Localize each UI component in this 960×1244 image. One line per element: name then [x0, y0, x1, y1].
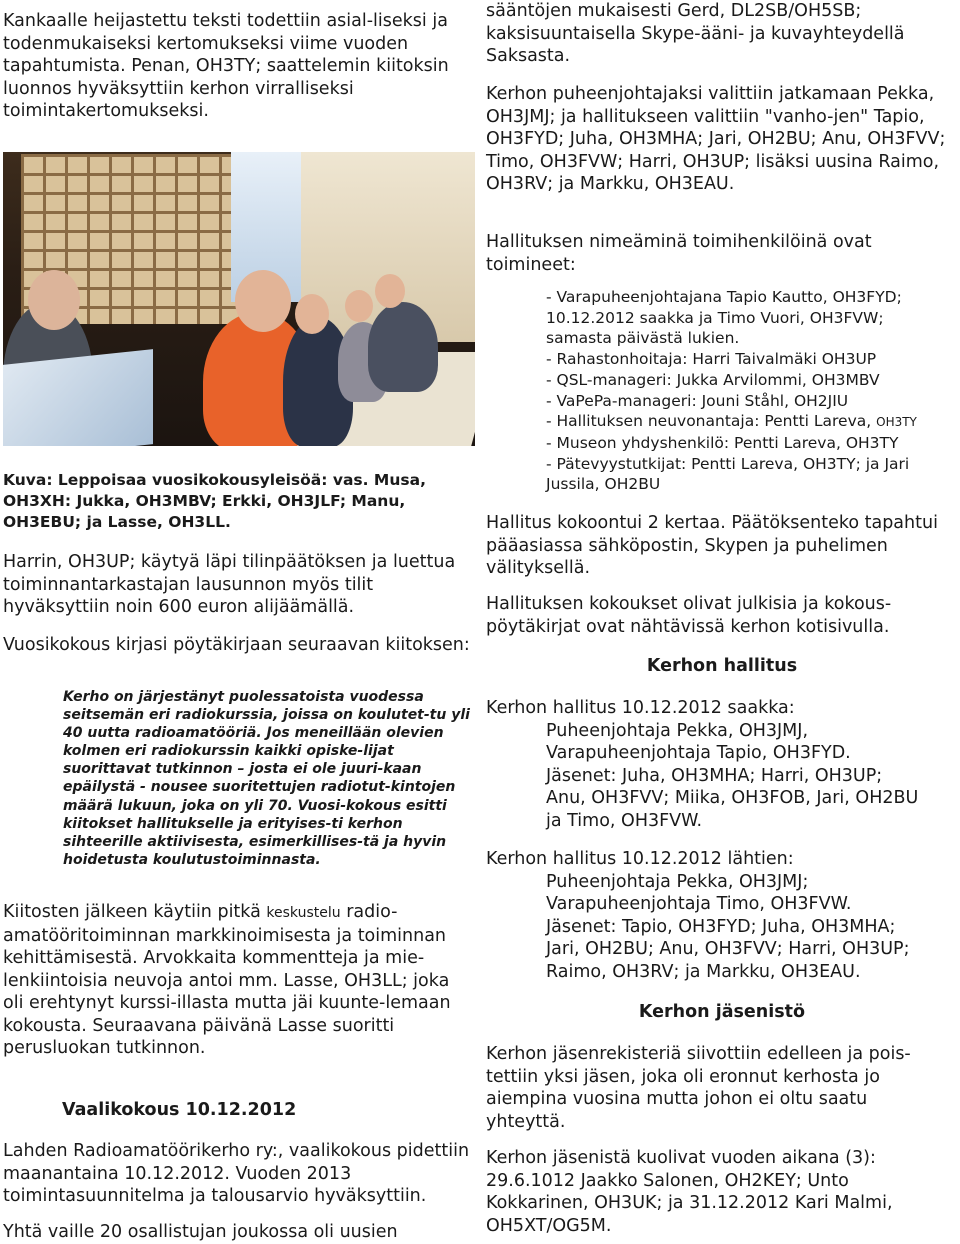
person-3-head [295, 294, 329, 334]
hallitus-lahtien-line: Varapuheenjohtaja Timo, OH3FVW. [546, 894, 852, 914]
person-1-head [28, 270, 80, 330]
officials-list [546, 287, 960, 495]
list-item-text: - Hallituksen neuvonantaja: Pentti Lareva, [546, 412, 877, 431]
hallitus-lahtien-line: Jäsenet: Tapio, OH3FYD; Juha, OH3MHA; [546, 916, 896, 937]
hallitus-lahtien-title: Kerhon hallitus 10.12.2012 lähtien: [486, 849, 794, 869]
list-item: Jussila, OH2BU [546, 475, 661, 494]
person-2-head [235, 270, 291, 332]
hallitus-lahtien-line: Jari, OH2BU; Anu, OH3FVV; Harri, OH3UP; [546, 939, 910, 959]
hallitus-saakka-block [486, 697, 958, 832]
hallitus-lahtien-block [486, 848, 958, 983]
vaalikokous-heading: Vaalikokous 10.12.2012 [62, 1100, 297, 1120]
hallitus-saakka-line: ja Timo, OH3FVW. [546, 810, 703, 831]
list-item: - QSL-manageri: Jukka Arvilommi, OH3MBV [546, 370, 880, 389]
list-item: - Pätevyystutkijat: Pentti Lareva, OH3TY; ja Jari [546, 454, 910, 473]
kiitos-text-a: Kiitosten jälkeen käytiin pitkä [3, 902, 267, 922]
kiitos-text-b: radio-amatööritoiminnan markkinoimisesta ja toiminnan kehittämisestä. Arvokkaita kommentteja ja mie-lenkiintoisia neuvoja antoi mm. Lasse, OH3LL; joka oli erehtynyt kurssi-illasta mutta jäi kuunte-lemaan kokousta. Seuraavana päivänä Lasse suoritti perusluokan tutkinnon. [3, 902, 451, 1058]
list-item: - Varapuheenjohtajana Tapio Kautto, OH3FYD; [546, 288, 902, 306]
hallitus-lahtien-line: Raimo, OH3RV; ja Markku, OH3EAU. [546, 961, 861, 982]
list-item: samasta päivästä lukien. [546, 329, 740, 348]
kuolivat-paragraph: Kerhon jäsenistä kuolivat vuoden aikana (3): 29.6.1012 Jaakko Salonen, OH2KEY; Unto Kokkarinen, OH3UK; ja 31.12.2012 Kari Malmi, OH5XT/OG5M. [486, 1148, 893, 1236]
person-5 [368, 302, 438, 392]
kiitos-small-word: keskustelu [266, 905, 341, 921]
hallitus-saakka-title: Kerhon hallitus 10.12.2012 saakka: [486, 698, 795, 718]
list-item-small: OH3TY [876, 415, 917, 430]
person-5-head [375, 274, 405, 308]
harri-paragraph: Harrin, OH3UP; käytyä läpi tilinpäätöksen ja luettua toiminnantarkastajan lausunnon myös tilit hyväksyttiin noin 600 euron alijäämällä. [3, 552, 456, 617]
hallitus-lahtien-line: Puheenjohtaja Pekka, OH3JMJ; [546, 871, 809, 892]
meeting-photo [3, 152, 475, 446]
list-item: - Museon yhdyshenkilö: Pentti Lareva, OH3TY [546, 433, 899, 452]
hallitus-saakka-line: Puheenjohtaja Pekka, OH3JMJ, [546, 720, 809, 741]
thanks-quote: Kerho on järjestänyt puolessatoista vuodessa seitsemän eri radiokurssia, joissa on koulutet-tu yli 40 uutta radioamatööriä. Jos meneillään olevien kolmen eri radiokurssin kaikki opiske-lijat suorittavat tutkinnon – josta ei ole juuri-kaan epäilystä - nousee suoritettujen radiotut-kintojen määrä lukuun, joka on yli 70. Vuosi-kokous esitti kiitokset hallitukselle ja erityises-ti kerhon sihteerille aktiivisesta, esimerkillises-tä ja hyvin hoidetusta koulutustoiminnasta. [63, 689, 470, 868]
list-item: 10.12.2012 saakka ja Timo Vuori, OH3FVW; [546, 308, 884, 327]
hallitus-saakka-line: Anu, OH3FVV; Miika, OH3FOB, Jari, OH2BU [546, 788, 919, 808]
gerd-paragraph: sääntöjen mukaisesti Gerd, DL2SB/OH5SB; kaksisuuntaisella Skype-ääni- ja kuvayhteydellä Saksasta. [486, 1, 905, 66]
list-item [546, 411, 960, 433]
kiitos-paragraph [3, 901, 475, 1060]
vuosikokous-paragraph: Vuosikokous kirjasi pöytäkirjaan seuraavan kiitoksen: [3, 635, 470, 655]
nimeamina-paragraph: Hallituksen nimeäminä toimihenkilöinä ovat toimineet: [486, 232, 872, 275]
kerhon-jasenisto-heading: Kerhon jäsenistö [638, 1002, 806, 1022]
puheenjohtaja-paragraph: Kerhon puheenjohtajaksi valittiin jatkamaan Pekka, OH3JMJ; ja hallitukseen valittiin "vanho-jen" Tapio, OH3FYD; Juha, OH3MHA; Jari, OH2BU; Anu, OH3FVV; Timo, OH3FVW; Harri, OH3UP; lisäksi uusina Raimo, OH3RV; ja Markku, OH3EAU. [486, 84, 946, 194]
list-item: - Rahastonhoitaja: Harri Taivalmäki OH3UP [546, 350, 877, 369]
hallitus-saakka-line: Jäsenet: Juha, OH3MHA; Harri, OH3UP; [546, 765, 883, 786]
hallitus-saakka-line: Varapuheenjohtaja Tapio, OH3FYD. [546, 743, 851, 763]
photo-caption: Kuva: Leppoisaa vuosikokousyleisöä: vas. Musa, OH3XH: Jukka, OH3MBV; Erkki, OH3JLF; Manu, OH3EBU; ja Lasse, OH3LL. [3, 471, 426, 531]
list-item: - VaPePa-manageri: Jouni Ståhl, OH2JIU [546, 391, 849, 410]
kerhon-hallitus-heading: Kerhon hallitus [646, 656, 798, 676]
kokoontui-paragraph: Hallitus kokoontui 2 kertaa. Päätöksenteko tapahtui pääasiassa sähköpostin, Skypen ja puhelimen välityksellä. [486, 513, 938, 578]
person-4-head [345, 290, 373, 322]
laptop-screen [3, 349, 153, 446]
julkisia-paragraph: Hallituksen kokoukset olivat julkisia ja kokous-pöytäkirjat ovat nähtävissä kerhon kotisivulla. [486, 594, 892, 637]
yhta-paragraph: Yhtä vaille 20 osallistujan joukossa oli uusien [3, 1222, 398, 1242]
jasenrekisteri-paragraph: Kerhon jäsenrekisteriä siivottiin edelleen ja pois-tettiin yksi jäsen, joka oli eronnut kerhosta jo aiempina vuosina mutta johon ei oltu saatu yhteyttä. [486, 1044, 911, 1132]
intro-paragraph: Kankaalle heijastettu teksti todettiin asial-liseksi ja todenmukaiseksi kertomukseksi viime vuoden tapahtumista. Penan, OH3TY; saattelemin kiitoksin luonnos hyväksyttiin kerhon virralliseksi toimintakertomukseksi. [3, 11, 449, 121]
vaalikokous-paragraph: Lahden Radioamatöörikerho ry:, vaalikokous pidettiin maanantaina 10.12.2012. Vuoden 2013 toimintasuunnitelma ja talousarvio hyväksyttiin. [3, 1141, 470, 1206]
